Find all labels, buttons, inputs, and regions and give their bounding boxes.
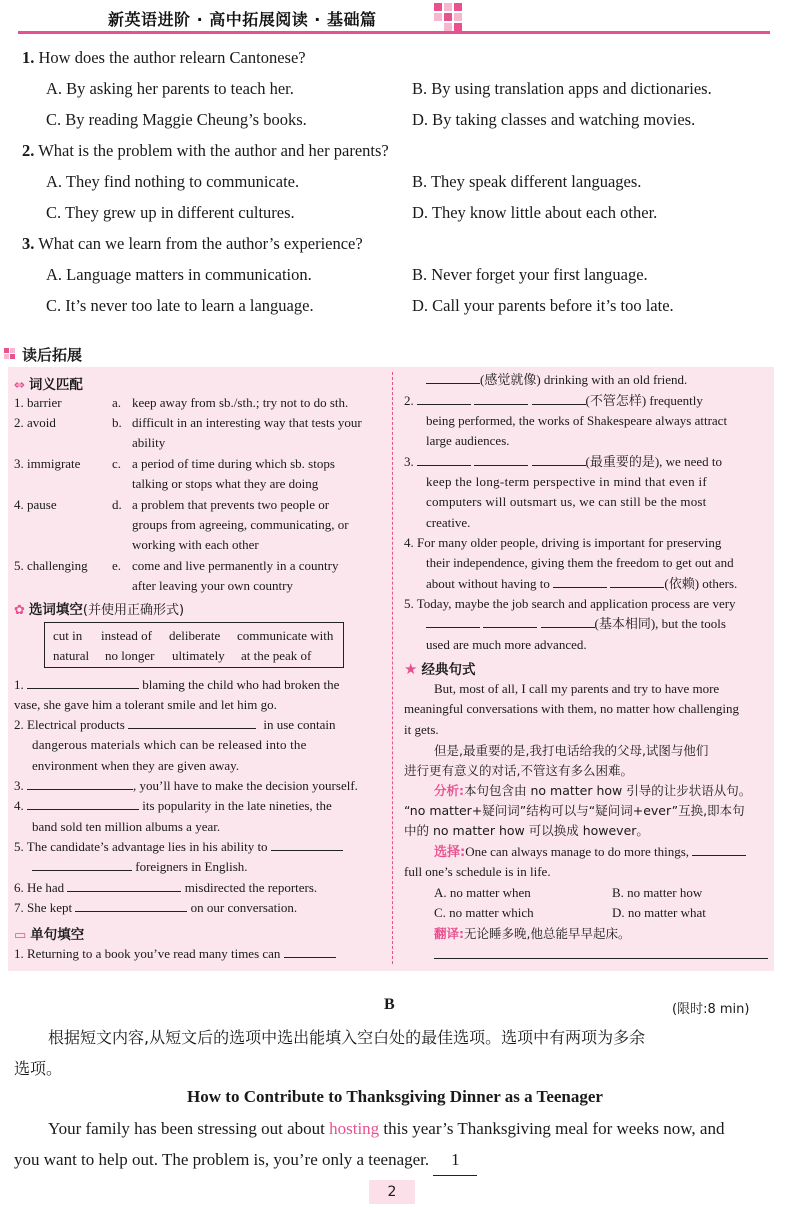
question-1-option-a: A. By asking her parents to teach her. — [46, 79, 294, 98]
answer-blank[interactable] — [553, 574, 607, 588]
choice-option-b[interactable]: B. no matter how — [612, 885, 703, 900]
classic-en-line1: But, most of all, I call my parents and try to have more — [434, 681, 720, 696]
time-limit: (限时:8 min) — [672, 1002, 750, 1017]
answer-blank[interactable] — [541, 614, 595, 628]
page-header — [0, 0, 790, 38]
vocab-def-a: keep away from sb./sth.; try not to do sth. — [132, 395, 349, 410]
word-bank-item: ultimately — [172, 648, 225, 663]
sentence-fill-item-4-line2: their independence, giving them the freedom to get out and — [426, 555, 734, 570]
section-letter: B — [384, 996, 395, 1013]
word-fill-item-2: 2. Electrical products in use contain — [14, 717, 336, 732]
vocab-def-d-2: groups from agreeing, communicating, or — [132, 517, 349, 532]
word-fill-item-5: 5. The candidate’s advantage lies in his ability to — [14, 837, 343, 857]
vocab-letter-c: c. — [112, 456, 122, 471]
question-3-option-d: D. Call your parents before it’s too late. — [412, 296, 674, 315]
passage-line2: you want to help out. The problem is, you’re only a teenager. 1 — [14, 1144, 477, 1176]
choice-option-c[interactable]: C. no matter which — [434, 905, 534, 920]
answer-blank[interactable] — [417, 391, 471, 405]
vocab-def-c-2: talking or stops what they are doing — [132, 476, 319, 491]
choice-option-d[interactable]: D. no matter what — [612, 905, 706, 920]
vocab-row-5: 5. challenging — [14, 558, 88, 573]
answer-blank[interactable] — [27, 675, 139, 689]
passage-blank-1[interactable]: 1 — [433, 1144, 477, 1176]
header-squares-icon — [434, 3, 470, 33]
translate-answer-line[interactable] — [434, 958, 768, 959]
question-3-option-b: B. Never forget your first language. — [412, 265, 648, 284]
instruction-line2: 选项。 — [14, 1059, 63, 1078]
answer-blank[interactable] — [426, 614, 480, 628]
header-bar — [18, 0, 424, 34]
choice-option-a[interactable]: A. no matter when — [434, 885, 531, 900]
vocab-def-b: difficult in an interesting way that tests your — [132, 415, 362, 430]
word-fill-item-1-line2: vase, she gave him a tolerant smile and let him go. — [14, 697, 277, 712]
vocab-def-c: a period of time during which sb. stops — [132, 456, 335, 471]
question-3: 3. What can we learn from the author’s experience? — [22, 234, 363, 253]
sentence-fill-item-3-line3: computers will outsmart us, we can still be the most — [426, 494, 707, 509]
sentence-fill-item-3: 3. (最重要的是), we need to — [404, 454, 722, 469]
column-divider — [392, 372, 393, 964]
word-fill-item-3: 3. , you’ll have to make the decision yourself. — [14, 778, 358, 793]
header-rule — [424, 31, 770, 34]
vocab-match-title: ⇔ 词义匹配 — [14, 377, 83, 393]
sentence-fill-item-4-line3: about without having to (依赖) others. — [426, 576, 738, 591]
word-fill-item-7: 7. She kept on our conversation. — [14, 900, 298, 915]
classic-sentence-title: ★ 经典句式 — [404, 660, 476, 678]
answer-blank[interactable] — [32, 857, 132, 871]
answer-blank[interactable] — [417, 452, 471, 466]
sentence-fill-item-3-line2: keep the long-term perspective in mind that even if — [426, 474, 707, 489]
word-bank-item: natural — [53, 648, 90, 663]
sentence-fill-item-5-line3: used are much more advanced. — [426, 637, 587, 652]
question-1: 1. How does the author relearn Cantonese? — [22, 48, 306, 67]
double-arrow-icon: ⇔ — [14, 378, 25, 393]
post-reading-heading: 读后拓展 — [22, 346, 83, 364]
choice-question: 选择:One can always manage to do more things, — [434, 842, 746, 863]
page-number: 2 — [369, 1180, 415, 1204]
answer-blank[interactable] — [483, 614, 537, 628]
word-bank-item: instead of — [101, 628, 152, 643]
sentence-fill-item-2-line2: being performed, the works of Shakespeare always attract — [426, 413, 728, 428]
vocab-letter-e: e. — [112, 558, 122, 573]
sentence-fill-title: ▭ 单句填空 — [14, 927, 85, 943]
answer-blank[interactable] — [284, 944, 336, 958]
word-bank — [44, 622, 344, 668]
vocab-def-d-3: working with each other — [132, 537, 259, 552]
question-3-option-c: C. It’s never too late to learn a language. — [46, 296, 314, 315]
word-bank-item: deliberate — [169, 628, 221, 643]
word-fill-item-4-line2: band sold ten million albums a year. — [32, 819, 221, 834]
word-fill-item-6: 6. He had misdirected the reporters. — [14, 880, 318, 895]
classic-en-line3: it gets. — [404, 722, 439, 737]
sentence-fill-item-5-line2: (基本相同), but the tools — [426, 614, 726, 634]
vocab-def-d: a problem that prevents two people or — [132, 497, 330, 512]
analysis-line3: 中的 no matter how 可以换成 however。 — [404, 823, 649, 838]
word-fill-item-1: 1. blaming the child who had broken the — [14, 677, 340, 692]
sentence-fill-item-1-line2: (感觉就像) drinking with an old friend. — [426, 370, 687, 390]
vocab-row-2: 2. avoid — [14, 415, 56, 430]
word-fill-item-2-line3: environment when they are given away. — [32, 758, 240, 773]
answer-blank[interactable] — [128, 715, 256, 729]
question-1-option-c: C. By reading Maggie Cheung’s books. — [46, 110, 307, 129]
question-2-option-d: D. They know little about each other. — [412, 203, 658, 222]
question-1-option-b: B. By using translation apps and dictionaries. — [412, 79, 712, 98]
word-fill-item-4: 4. its popularity in the late nineties, the — [14, 798, 332, 813]
classic-cn-line2: 进行更有意义的对话,不管这有多么困难。 — [404, 763, 633, 778]
answer-blank[interactable] — [27, 776, 133, 790]
word-bank-item: cut in — [53, 628, 83, 643]
classic-cn-line1: 但是,最重要的是,我打电话给我的父母,试图与他们 — [434, 743, 709, 758]
word-bank-item: communicate with — [237, 628, 334, 643]
question-2-option-b: B. They speak different languages. — [412, 172, 642, 191]
word-fill-title: ✿ 选词填空(并使用正确形式) — [14, 602, 185, 618]
word-bank-item: no longer — [105, 648, 155, 663]
section-squares-icon — [4, 348, 20, 360]
sentence-fill-item-3-line4: creative. — [426, 515, 471, 530]
question-2-option-a: A. They find nothing to communicate. — [46, 172, 300, 191]
vocab-letter-d: d. — [112, 497, 122, 512]
passage-line1: Your family has been stressing out about hosting this year’s Thanksgiving meal for weeks now, and — [48, 1119, 725, 1138]
sentence-fill-item-4: 4. For many older people, driving is important for preserving — [404, 535, 722, 550]
answer-blank[interactable] — [75, 898, 187, 912]
star-icon: ★ — [404, 660, 418, 678]
choice-question-line2: full one’s schedule is in life. — [404, 864, 551, 879]
sentence-fill-item-2: 2. (不管怎样) frequently — [404, 393, 703, 408]
analysis-line2: “no matter+疑问词”结构可以与“疑问词+ever”互换,即本句 — [404, 803, 745, 818]
vocab-letter-a: a. — [112, 395, 122, 410]
word-fill-item-2-line2: dangerous materials which can be released into the — [32, 737, 307, 752]
sentence-fill-item-2-line3: large audiences. — [426, 433, 510, 448]
passage-title: How to Contribute to Thanksgiving Dinner as a Teenager — [187, 1087, 603, 1106]
answer-blank[interactable] — [426, 370, 480, 384]
answer-blank[interactable] — [474, 391, 528, 405]
question-1-option-d: D. By taking classes and watching movies. — [412, 110, 696, 129]
answer-blank[interactable] — [474, 452, 528, 466]
answer-blank[interactable] — [271, 837, 343, 851]
glossary-word[interactable]: hosting — [329, 1119, 380, 1138]
classic-en-line2: meaningful conversations with them, no matter how challenging — [404, 701, 740, 716]
question-2: 2. What is the problem with the author and her parents? — [22, 141, 389, 160]
answer-blank[interactable] — [27, 796, 139, 810]
question-3-option-a: A. Language matters in communication. — [46, 265, 312, 284]
answer-blank[interactable] — [532, 391, 586, 405]
question-2-option-c: C. They grew up in different cultures. — [46, 203, 295, 222]
vocab-def-b-2: ability — [132, 435, 166, 450]
book-title: 新英语进阶 · 高中拓展阅读 · 基础篇 — [108, 10, 377, 29]
word-fill-item-5-line2: foreigners in English. — [32, 857, 248, 877]
vocab-def-e-2: after leaving your own country — [132, 578, 294, 593]
analysis-line1: 分析:本句包含由 no matter how 引导的让步状语从句。 — [434, 783, 752, 798]
answer-blank[interactable] — [532, 452, 586, 466]
word-bank-item: at the peak of — [241, 648, 312, 663]
sentence-fill-item-1: 1. Returning to a book you’ve read many times can — [14, 944, 336, 964]
answer-blank[interactable] — [692, 842, 746, 856]
vocab-row-3: 3. immigrate — [14, 456, 81, 471]
vocab-letter-b: b. — [112, 415, 122, 430]
answer-blank[interactable] — [67, 878, 181, 892]
vocab-def-e: come and live permanently in a country — [132, 558, 339, 573]
flower-icon: ✿ — [14, 603, 25, 618]
instruction-line1: 根据短文内容,从短文后的选项中选出能填入空白处的最佳选项。选项中有两项为多余 — [48, 1028, 646, 1047]
book-icon: ▭ — [14, 928, 27, 943]
translate-prompt: 翻译:无论睡多晚,他总能早早起床。 — [434, 926, 631, 941]
sentence-fill-item-5: 5. Today, maybe the job search and application process are very — [404, 596, 736, 611]
answer-blank[interactable] — [610, 574, 664, 588]
vocab-row-1: 1. barrier — [14, 395, 62, 410]
vocab-row-4: 4. pause — [14, 497, 57, 512]
